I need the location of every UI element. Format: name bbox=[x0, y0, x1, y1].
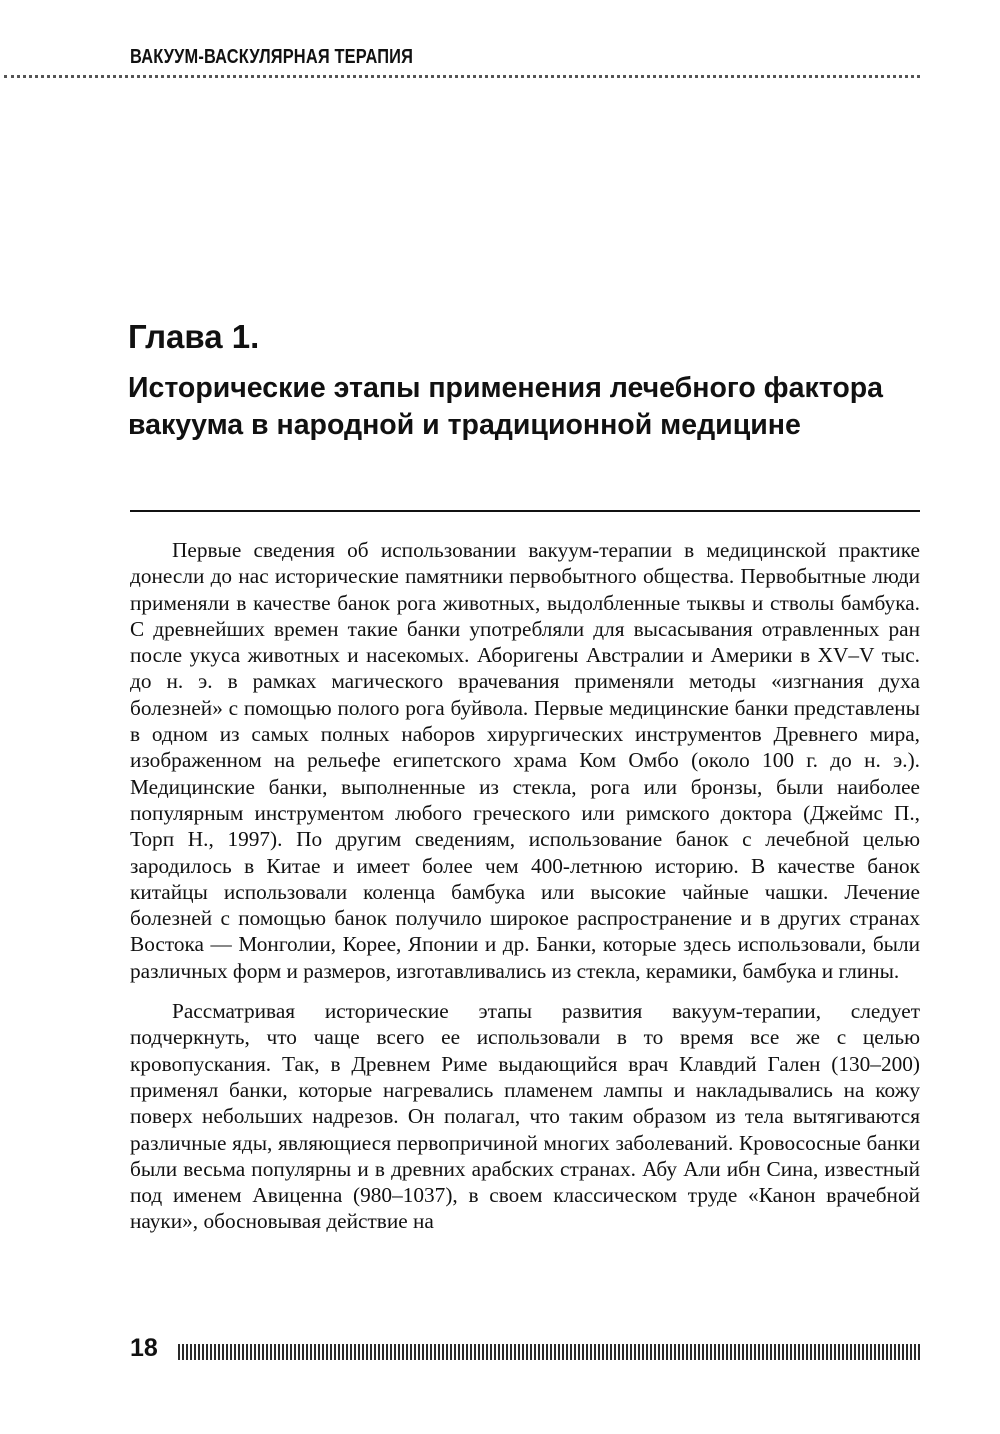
footer-decorative-bar bbox=[178, 1344, 920, 1360]
header-dotted-rule bbox=[4, 75, 920, 78]
chapter-number: Глава 1. bbox=[128, 318, 260, 355]
body-text bbox=[130, 537, 920, 1249]
page-number: 18 bbox=[130, 1334, 158, 1362]
running-header: ВАКУУМ-ВАСКУЛЯРНАЯ ТЕРАПИЯ bbox=[130, 46, 414, 68]
paragraph: Первые сведения об использовании вакуум-терапии в медицинской практике донесли до нас исторические памятники первобытного общества. Первобытные люди применяли в качестве банок рога животных, выдолбленные тыквы и стволы бамбука. С древнейших времен такие банки употребляли для высасывания отравленных ран после укуса животных и насекомых. Аборигены Австралии и Америки в XV–V тыс. до н. э. в рамках магического врачевания применяли методы «изгнания духа болезней» с помощью полого рога буйвола. Первые медицинские банки представлены в одном из самых полных наборов хирургических инструментов Древнего мира, изображенном на рельефе египетского храма Ком Омбо (около 100 г. до н. э.). Медицинские банки, выполненные из стекла, рога или бронзы, были наиболее популярным инструментом любого греческого или римского доктора (Джеймс П., Торп Н., 1997). По другим сведениям, использование банок с лечебной целью зародилось в Китае и имеет более чем 400-летнюю историю. В качестве банок китайцы использовали коленца бамбука или высокие чайные чашки. Лечение болезней с помощью банок получило широкое распространение и в других странах Востока — Монголии, Корее, Японии и др. Банки, которые здесь использовали, были различных форм и размеров, изготавливались из стекла, керамики, бамбука и глины. bbox=[130, 538, 920, 983]
chapter-title: Исторические этапы применения лечебного фактора вакуума в народной и традиционной медицине bbox=[128, 372, 883, 441]
page-footer bbox=[130, 1334, 920, 1367]
title-rule bbox=[130, 510, 920, 512]
paragraph: Рассматривая исторические этапы развития вакуум-терапии, следует подчеркнуть, что чаще всего ее использовали в то время все же с целью кровопускания. Так, в Древнем Риме выдающийся врач Клавдий Гален (130–200) применял банки, которые нагревались пламенем лампы и накладывались на кожу поверх небольших надрезов. Он полагал, что таким образом из тела вытягиваются различные яды, являющиеся первопричиной многих заболеваний. Кровососные банки были весьма популярны и в древних арабских странах. Абу Али ибн Сина, известный под именем Авиценна (980–1037), в своем классическом труде «Канон врачебной науки», обосновывая действие на bbox=[130, 999, 920, 1234]
